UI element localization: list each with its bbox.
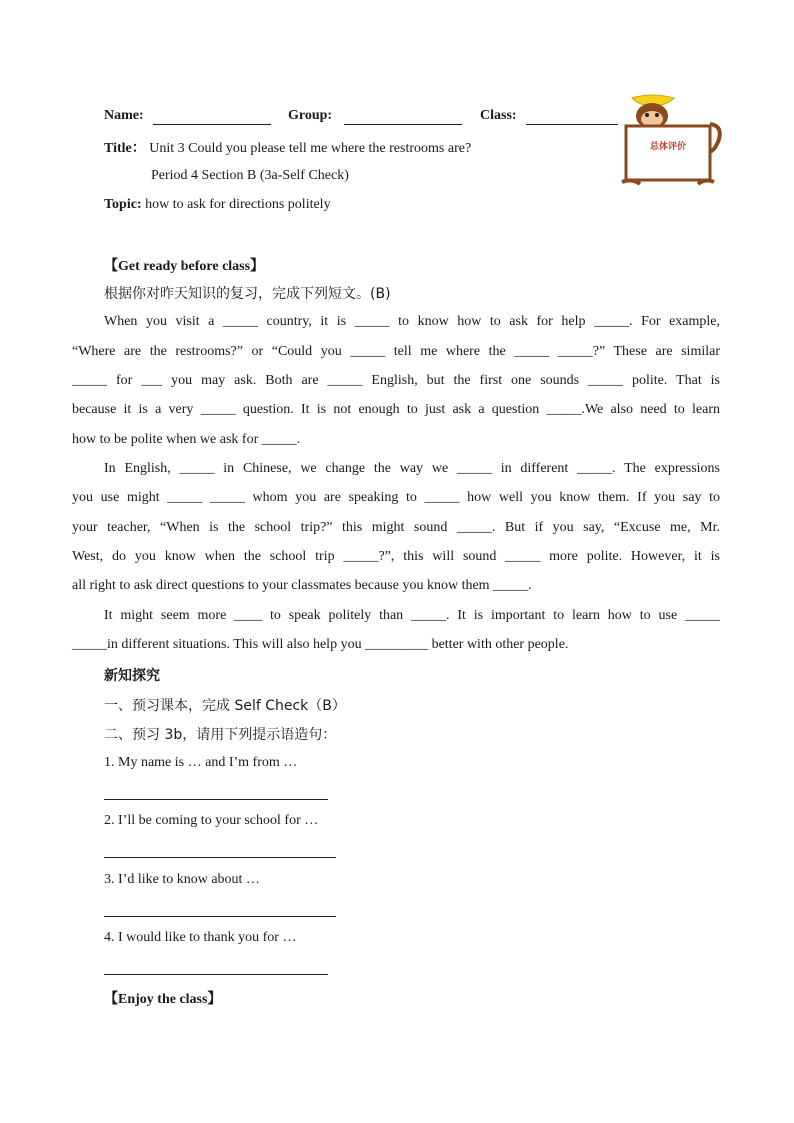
answer-line-4[interactable] [104,974,328,975]
prompt-4: 4. I would like to thank you for … [104,930,297,945]
topic-text: how to ask for directions politely [145,197,331,212]
monkey-evaluation-badge [612,94,724,190]
passage-line-6: In English, _____ in Chinese, we change the way we _____ in different _____. The expressions [104,461,720,476]
passage-line-8: your teacher, “When is the school trip?” this might sound _____. But if you say, “Excuse me, Mr. [72,520,720,535]
review-instruction: 根据你对昨天知识的复习，完成下列短文。(B) [104,286,391,302]
get-ready-heading: 【Get ready before class】 [104,259,265,274]
prompt-1: 1. My name is … and I’m from … [104,755,298,770]
passage-line-2: “Where are the restrooms?” or “Could you _____ tell me where the _____ _____?” These are similar [72,344,720,359]
prompt-2: 2. I’ll be coming to your school for … [104,813,319,828]
passage-line-5: how to be polite when we ask for _____. [72,432,301,447]
badge-text: 总体评价 [649,142,687,152]
answer-line-2[interactable] [104,857,336,858]
class-label: Class: [480,108,517,123]
prompt-3: 3. I’d like to know about … [104,872,260,887]
group-field[interactable] [344,112,462,125]
class-field[interactable] [526,112,618,125]
task-two: 二、预习 3b，请用下列提示语造句： [104,727,337,743]
passage-line-11: It might seem more ____ to speak politely than _____. It is important to learn how to use _____ [104,608,720,623]
topic-line [104,197,331,213]
passage-line-3: _____ for ___ you may ask. Both are _____ English, but the first one sounds _____ polite. That is [72,373,720,388]
task-one: 一、预习课本，完成 Self Check（B） [104,698,346,714]
answer-line-3[interactable] [104,916,336,917]
period-text: Period 4 Section B (3a-Self Check) [151,168,349,183]
new-knowledge-heading: 新知探究 [104,668,160,684]
answer-line-1[interactable] [104,799,328,800]
title-text: Unit 3 Could you please tell me where the restrooms are? [149,141,472,156]
passage-line-1: When you visit a _____ country, it is _____ to know how to ask for help _____. For example, [104,314,720,329]
title-label: Title： [104,141,146,156]
passage-line-9: West, do you know when the school trip _____?”, this will sound _____ more polite. However, it is [72,549,720,564]
topic-label: Topic: [104,197,142,212]
name-label: Name: [104,108,144,123]
group-label: Group: [288,108,333,123]
passage-line-4: because it is a very _____ question. It is not enough to just ask a question _____.We also need to learn [72,402,720,417]
passage-line-7: you use might _____ _____ whom you are speaking to _____ how well you know them. If you say to [72,490,720,505]
passage-line-10: all right to ask direct questions to your classmates because you know them _____. [72,578,532,593]
name-field[interactable] [153,112,271,125]
enjoy-class-heading: 【Enjoy the class】 [104,992,222,1007]
title-line [104,137,471,157]
passage-line-12: _____in different situations. This will also help you _________ better with other people. [72,637,569,652]
